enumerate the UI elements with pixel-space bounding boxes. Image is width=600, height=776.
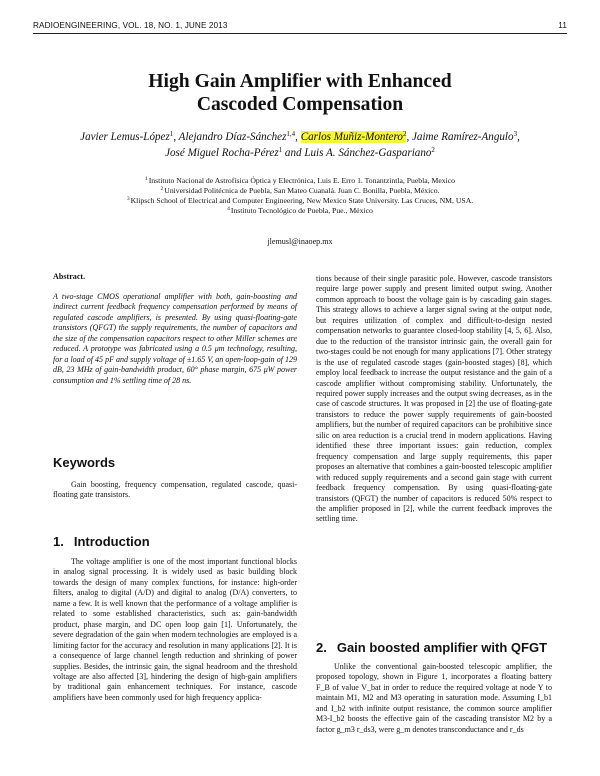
keywords-heading: Keywords bbox=[53, 455, 116, 470]
header-rule bbox=[33, 33, 567, 34]
introduction-text: The voltage amplifier is one of the most important functional blocks in analog signal processing. It is widely used as basic building block towards the design of many complex functions, for instance: high-order filters, analog to digital (A/D) and digital to analog (D/A) converters, to name a few. It is well known that the performance of a voltage amplifier is related to some established characteristics, such as: gain-bandwidth product, phase margin, and DC open loop gain [1]. Unfortunately, the severe degradation of the gain when modern technologies are employed is a limiting factor for the accuracy and resolution in many applications [2]. It is a consequence of large channel length reduction and shrinking of power supplies. Besides, the intrinsic gain, the signal headroom and the threshold voltage are also affected [3], hindering the design of high-gain amplifiers by traditional gain enhancement techniques. For instance, cascode amplifiers have been commonly used for high frequency applica- bbox=[53, 557, 297, 702]
section-title: Introduction bbox=[73, 534, 150, 549]
title-line-1: High Gain Amplifier with Enhanced bbox=[148, 71, 452, 92]
highlighted-author bbox=[301, 131, 407, 143]
affiliation bbox=[40, 196, 560, 206]
contact-email[interactable]: jlemusl@inaoep.mx bbox=[267, 237, 333, 246]
author-affil-mark: 2 bbox=[402, 130, 407, 138]
section-title: Gain boosted amplifier with QFGT bbox=[336, 640, 548, 655]
affiliation bbox=[40, 206, 560, 216]
author-affil-mark: 2 bbox=[431, 145, 435, 154]
affiliation-mark: 3 bbox=[126, 196, 130, 203]
keywords-text: Gain boosting, frequency compensation, regulated cascode, quasi-floating gate transistors. bbox=[53, 480, 297, 500]
journal-name: RADIOENGINEERING, VOL. 18, NO. 1, JUNE 2013 bbox=[33, 21, 228, 30]
section-heading-introduction bbox=[53, 534, 150, 549]
section2-text: Unlike the conventional gain-boosted telescopic amplifier, the proposed topology, shown in Figure 1, incorporates a floating battery F_B of value V_bat in order to reduce the required voltage at node Y to maintain M1, M2 and M3 operating in saturation mode. Assuming I_b1 and I_b2 with infinite output resistance, the common source amplifier M3-I_b2 boosts the effective gain of the cascading transistor M2 by a factor g_m3 r_ds3, were g_m denotes transconductance and r_ds bbox=[316, 662, 552, 734]
affiliation-text: Universidad Politécnica de Puebla, San Mateo Cuanalá. Juan C. Bonilla, Puebla, México. bbox=[164, 186, 440, 196]
affiliation bbox=[40, 176, 560, 186]
paper-title bbox=[40, 70, 560, 116]
abstract-text: A two-stage CMOS operational amplifier with both, gain-boosting and indirect current feedback frequency compensation performed by means of regulated cascode amplifiers, is presented. By using quasi-floating-gate transistors (QFGT) the supply requirements, the number of capacitors and the size of the compensation capacitors respect to other Miller schemes are reduced. A prototype was fabricated using a 0.5 μm technology, resulting, for a load of 45 pF and supply voltage of ±1.65 V, an open-loop-gain of 129 dB, 23 MHz of gain-bandwidth product, 60° phase margin, 675 μW power consumption and 1% settling time of 28 ns. bbox=[53, 292, 297, 385]
author-name: José Miguel Rocha-Pérez bbox=[165, 146, 279, 159]
affiliation-text: Instituto Tecnológico de Puebla, Pue., México bbox=[230, 206, 373, 216]
author-name: Jaime Ramírez-Angulo bbox=[411, 131, 514, 143]
affiliation-mark: 4 bbox=[227, 206, 230, 213]
abstract-heading: Abstract. bbox=[53, 272, 86, 281]
author-list: Javier Lemus-López$^1$, Alejandro Díaz-Sánchez$^{1,4}$, Carlos Muñiz-Montero$^2$, Jaime Ramírez-Angulo$^3$, José Miguel Rocha-Pérez$^1$ and Luis A. Sánchez-Gaspariano$^2$ bbox=[80, 130, 520, 159]
affiliation-text: Klipsch School of Electrical and Computer Engineering, New Mexico State University. Las Cruces, NM, USA. bbox=[130, 196, 474, 206]
affiliation bbox=[40, 186, 560, 196]
affiliation-mark: 1 bbox=[144, 176, 148, 182]
author-affil-mark: 3 bbox=[513, 130, 518, 138]
author-affil-mark: 1 bbox=[278, 145, 283, 154]
affiliation-mark: 2 bbox=[160, 186, 164, 193]
section-heading-gain-boosted bbox=[316, 640, 547, 655]
affiliation-list bbox=[40, 176, 560, 216]
author-affil-mark: 1 bbox=[169, 130, 174, 138]
title-line-2: Cascoded Compensation bbox=[196, 94, 404, 115]
author-name: Alejandro Díaz-Sánchez bbox=[178, 131, 287, 143]
author-affil-mark: 1,4 bbox=[286, 130, 296, 138]
section-number: 2. bbox=[316, 640, 327, 655]
author-name: Javier Lemus-López bbox=[80, 131, 170, 143]
page-number: 11 bbox=[558, 21, 567, 30]
section-number: 1. bbox=[53, 534, 64, 549]
author-name: Carlos Muñiz-Montero bbox=[300, 131, 403, 143]
author-name: Luis A. Sánchez-Gaspariano bbox=[304, 146, 432, 159]
affiliation-text: Instituto Nacional de Astrofísica Óptica y Electrónica, Luis E. Erro 1. Tonantzintla, Puebla, Mexico bbox=[148, 176, 456, 185]
introduction-text-continued: tions because of their single parasitic pole. However, cascode transistors require large power supply and present limited output swing. Another common approach to boost the voltage gain is by cascading gain stages. This strategy allows to achieve a larger signal swing at the output node, but requires utilization of complex and difficult-to-design nested compensation networks to guarantee closed-loop stability [4, 5, 6]. Also, due to the reduction of the transistor intrinsic gain, the overall gain for two-stages could be not enough for many applications [7]. Other strategy is the use of regulated cascode stages (gain-boosted stages) [8], which employ local feedback to increase the output resistance and the gain of a cascode amplifier without compromising stability. Unfortunately, the required power supply increases and the output swing decreases, as in the case of cascode structures. It was proposed in [2] the use of floating-gate transistors to reduce the power supply requirements of gain-boosted amplifiers, but the number of required capacitors can be prohibitive since silic on area reduction is a crucial trend in modern applications. Having identified these three important issues: gain reduction, complex frequency compensation and large supply requirements, this paper proposes an alternative that combines a gain-boosted telescopic amplifier with reduced supply requirements and a second gain stage with current feedback frequency compensation. By using quasi-floating-gate transistors (QFGT) the number of capacitors is reduced 50% respect to the amplifier proposed in [2], while the current feedback improves the settling time. bbox=[316, 274, 552, 524]
